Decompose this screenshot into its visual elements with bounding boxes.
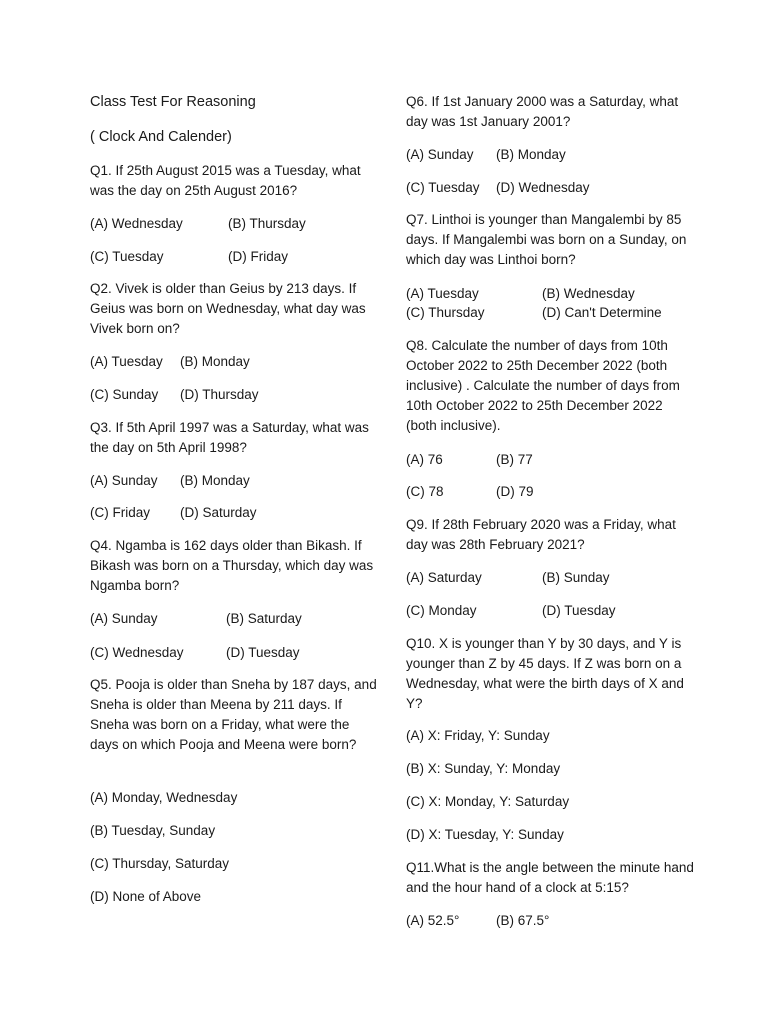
q10-option-a: (A) X: Friday, Y: Sunday bbox=[406, 728, 550, 743]
q5-option-d: (D) None of Above bbox=[90, 889, 202, 904]
q9-option-d: (D) Tuesday bbox=[542, 603, 616, 618]
page-subtitle: ( Clock And Calender) bbox=[90, 129, 232, 145]
q1-option-c: (C) Tuesday bbox=[90, 249, 164, 264]
q6-option-d: (D) Wednesday bbox=[496, 180, 590, 195]
q3-option-c: (C) Friday bbox=[90, 505, 150, 520]
q5-option-c: (C) Thursday, Saturday bbox=[90, 856, 230, 871]
q1-option-b: (B) Thursday bbox=[228, 216, 306, 231]
q10-option-d: (D) X: Tuesday, Y: Sunday bbox=[406, 827, 564, 842]
q6-option-a: (A) Sunday bbox=[406, 147, 474, 162]
q9-option-a: (A) Saturday bbox=[406, 570, 482, 585]
q8-option-a: (A) 76 bbox=[406, 452, 443, 467]
q5-option-a: (A) Monday, Wednesday bbox=[90, 790, 238, 805]
q8-option-b: (B) 77 bbox=[496, 452, 533, 467]
q7-option-c: (C) Thursday bbox=[406, 305, 485, 320]
question-8: Q8. Calculate the number of days from 10th October 2022 to 25th December 2022 (both inclusive) . Calculate the number of days from 10th October 2022 to 25th December 2022 (both inclusive). bbox=[406, 338, 680, 433]
q4-option-c: (C) Wednesday bbox=[90, 645, 184, 660]
question-3: Q3. If 5th April 1997 was a Saturday, what was the day on 5th April 1998? bbox=[90, 420, 369, 455]
q3-option-d: (D) Saturday bbox=[180, 505, 257, 520]
q3-option-b: (B) Monday bbox=[180, 473, 250, 488]
q3-option-a: (A) Sunday bbox=[90, 473, 158, 488]
q7-option-a: (A) Tuesday bbox=[406, 286, 479, 301]
q2-option-b: (B) Monday bbox=[180, 354, 250, 369]
q7-option-d: (D) Can't Determine bbox=[542, 305, 662, 320]
q4-option-d: (D) Tuesday bbox=[226, 645, 300, 660]
q2-option-a: (A) Tuesday bbox=[90, 354, 163, 369]
q6-option-c: (C) Tuesday bbox=[406, 180, 480, 195]
q2-option-c: (C) Sunday bbox=[90, 387, 159, 402]
q9-option-b: (B) Sunday bbox=[542, 570, 610, 585]
q11-option-b: (B) 67.5° bbox=[496, 913, 550, 928]
question-1: Q1. If 25th August 2015 was a Tuesday, what was the day on 25th August 2016? bbox=[90, 163, 361, 198]
page-title: Class Test For Reasoning bbox=[90, 94, 256, 110]
q2-option-d: (D) Thursday bbox=[180, 387, 259, 402]
q10-option-c: (C) X: Monday, Y: Saturday bbox=[406, 794, 570, 809]
question-2: Q2. Vivek is older than Geius by 213 days. If Geius was born on Wednesday, what day was Vivek born on? bbox=[90, 281, 366, 336]
question-5: Q5. Pooja is older than Sneha by 187 days, and Sneha is older than Meena by 211 days. If Sneha was born on a Friday, what were the days on which Pooja and Meena were born? bbox=[90, 677, 377, 752]
q9-option-c: (C) Monday bbox=[406, 603, 477, 618]
q11-option-a: (A) 52.5° bbox=[406, 913, 460, 928]
q1-option-a: (A) Wednesday bbox=[90, 216, 183, 231]
question-9: Q9. If 28th February 2020 was a Friday, what day was 28th February 2021? bbox=[406, 517, 676, 552]
q8-option-d: (D) 79 bbox=[496, 484, 534, 499]
q4-option-b: (B) Saturday bbox=[226, 611, 302, 626]
q10-option-b: (B) X: Sunday, Y: Monday bbox=[406, 761, 561, 776]
q8-option-c: (C) 78 bbox=[406, 484, 444, 499]
question-6: Q6. If 1st January 2000 was a Saturday, what day was 1st January 2001? bbox=[406, 94, 679, 129]
q1-option-d: (D) Friday bbox=[228, 249, 288, 264]
q7-option-b: (B) Wednesday bbox=[542, 286, 635, 301]
question-11: Q11.What is the angle between the minute hand and the hour hand of a clock at 5:15? bbox=[406, 860, 694, 895]
q4-option-a: (A) Sunday bbox=[90, 611, 158, 626]
question-4: Q4. Ngamba is 162 days older than Bikash. If Bikash was born on a Thursday, which day was Ngamba born? bbox=[90, 538, 374, 593]
q6-option-b: (B) Monday bbox=[496, 147, 566, 162]
q5-option-b: (B) Tuesday, Sunday bbox=[90, 823, 216, 838]
question-10: Q10. X is younger than Y by 30 days, and Y is younger than Z by 45 days. If Z was born on a Wednesday, what were the birth days of X and Y? bbox=[406, 636, 684, 711]
question-7: Q7. Linthoi is younger than Mangalembi by 85 days. If Mangalembi was born on a Sunday, on which day was Linthoi born? bbox=[406, 212, 687, 267]
